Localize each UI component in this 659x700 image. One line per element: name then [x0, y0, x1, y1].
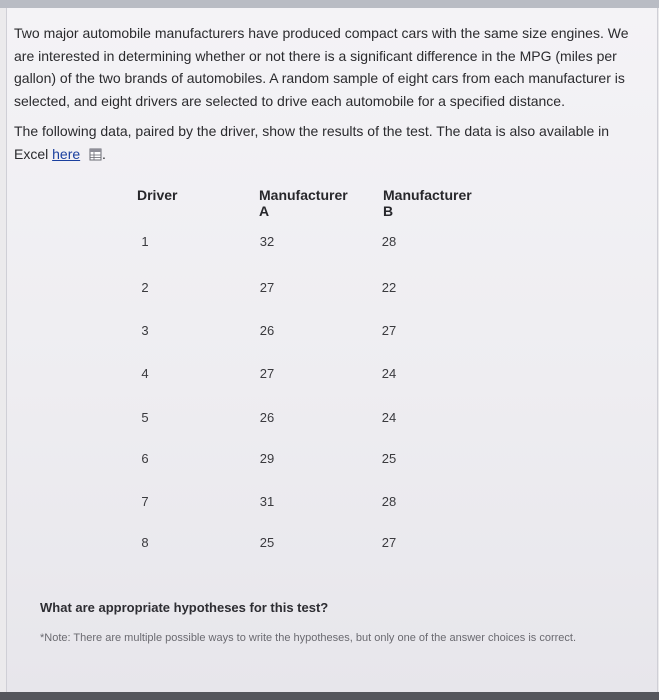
manufacturer-b-cell: 28	[381, 494, 397, 509]
manufacturer-a-cell: 29	[259, 451, 275, 466]
top-border	[0, 0, 659, 8]
manufacturer-a-cell: 26	[259, 323, 275, 338]
bottom-border	[0, 692, 659, 700]
data-intro-paragraph	[14, 120, 634, 165]
problem-intro: Two major automobile manufacturers have produced compact cars with the same size engines. We are interested in determining whether or not there is a significant difference in the MPG (miles per gallon) of the two brands of automobiles. A random sample of eight cars from each manufacturer is selected, and eight drivers are selected to drive each automobile for a specified distance.	[14, 25, 629, 109]
manufacturer-b-cell: 25	[381, 451, 397, 466]
manufacturer-b-cell: 27	[381, 535, 397, 550]
driver-cell: 6	[141, 451, 149, 466]
driver-cell: 1	[141, 234, 149, 249]
column-header-driver: Driver	[137, 187, 178, 203]
data-intro-text: The following data, paired by the driver, show the results of the test. The data is also available in Excel	[14, 123, 610, 162]
manufacturer-b-cell: 27	[381, 323, 397, 338]
manufacturer-a-cell: 27	[259, 366, 275, 381]
manufacturer-b-cell: 28	[381, 234, 397, 249]
manufacturer-b-cell: 24	[381, 366, 397, 381]
manufacturer-b-cell: 22	[381, 280, 397, 295]
driver-cell: 5	[141, 410, 149, 425]
driver-cell: 7	[141, 494, 149, 509]
column-header-manufacturer-b: Manufacturer B	[383, 187, 472, 219]
column-header-manufacturer-a: Manufacturer A	[259, 187, 348, 219]
question-text: What are appropriate hypotheses for this test?	[40, 600, 329, 615]
driver-cell: 2	[141, 280, 149, 295]
manufacturer-a-cell: 31	[259, 494, 275, 509]
hypothesis-note: *Note: There are multiple possible ways to write the hypotheses, but only one of the answer choices is correct.	[40, 632, 577, 644]
manufacturer-a-cell: 27	[259, 280, 275, 295]
manufacturer-a-cell: 32	[259, 234, 275, 249]
driver-cell: 3	[141, 323, 149, 338]
excel-file-icon[interactable]	[89, 148, 102, 161]
driver-cell: 8	[141, 535, 149, 550]
excel-here-link[interactable]: here	[52, 145, 81, 162]
manufacturer-a-cell: 25	[259, 535, 275, 550]
manufacturer-b-cell: 24	[381, 410, 397, 425]
link-suffix: .	[102, 145, 106, 162]
manufacturer-a-cell: 26	[259, 410, 275, 425]
driver-cell: 4	[141, 366, 149, 381]
